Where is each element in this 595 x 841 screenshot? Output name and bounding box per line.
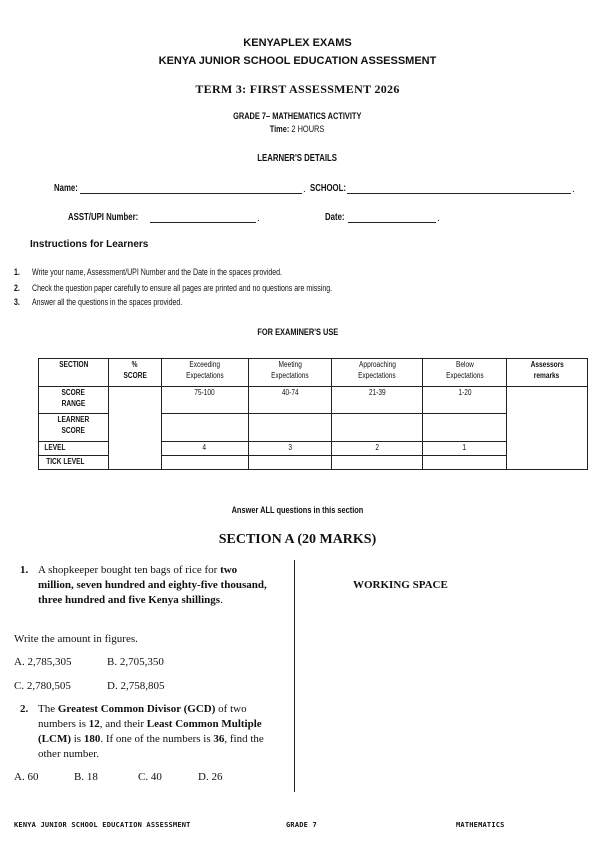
remarks-cell[interactable] (507, 387, 588, 470)
learner-details-text: LEARNER'S DETAILS (257, 153, 338, 164)
q2-option-b[interactable]: B. 18 (74, 771, 98, 783)
q1-option-a[interactable]: A. 2,785,305 (14, 656, 72, 668)
row-level: LEVEL (39, 442, 109, 456)
upi-label (68, 212, 158, 223)
subject-title (0, 111, 595, 122)
instruction-item (14, 283, 333, 293)
range-below: 1-20 (423, 387, 507, 414)
level-meeting: 3 (248, 442, 332, 456)
name-dot: . (303, 184, 306, 195)
header-below: Below Expectations (423, 359, 507, 387)
working-space-label: WORKING SPACE (353, 579, 448, 591)
footer-right: MATHEMATICS (456, 821, 505, 829)
instruction-text: Answer all the questions in the spaces provided. (32, 297, 183, 307)
header-section: SECTION (39, 359, 109, 387)
assessment-title: KENYA JUNIOR SCHOOL EDUCATION ASSESSMENT (158, 55, 437, 67)
upi-label-text: ASST/UPI Number: (68, 212, 139, 223)
name-label-text: Name: (54, 183, 78, 194)
instruction-text: Check the question paper carefully to ensure all pages are printed and no questions are missing. (32, 283, 333, 293)
tick-cell[interactable] (161, 456, 248, 470)
section-instruction-text: Answer ALL questions in this section (231, 505, 364, 516)
section-instruction (0, 505, 595, 516)
header-score: % SCORE (108, 359, 161, 387)
tick-cell[interactable] (423, 456, 507, 470)
q2-option-c[interactable]: C. 40 (138, 771, 162, 783)
term-title: TERM 3: FIRST ASSESSMENT 2026 (195, 82, 400, 96)
footer-left: KENYA JUNIOR SCHOOL EDUCATION ASSESSMENT (14, 821, 191, 829)
header-meeting: Meeting Expectations (248, 359, 332, 387)
row-learner-score: LEARNER SCORE (39, 414, 109, 442)
level-approaching: 2 (332, 442, 423, 456)
question-1-prompt: Write the amount in figures. (14, 633, 138, 645)
org-title: KENYAPLEX EXAMS (243, 37, 352, 49)
date-field[interactable] (348, 212, 436, 223)
range-exceeding: 75-100 (161, 387, 248, 414)
row-score-range: SCORE RANGE (39, 387, 109, 414)
question-1-text (38, 563, 273, 608)
q1-text-b: two million, seven hundred and eighty-five thousand, three hundred and five Kenya shillings (38, 564, 267, 606)
tick-cell[interactable] (332, 456, 423, 470)
time-value: 2 HOURS (291, 124, 325, 135)
q1-option-b[interactable]: B. 2,705,350 (107, 656, 164, 668)
date-label-text: Date: (325, 212, 345, 223)
question-number: 2. (20, 703, 29, 715)
learner-score-cell[interactable] (332, 414, 423, 442)
upi-field[interactable] (150, 212, 256, 223)
upi-dot: . (257, 213, 260, 224)
subject-text: GRADE 7– MATHEMATICS ACTIVITY (233, 111, 362, 122)
learner-score-cell[interactable] (423, 414, 507, 442)
instruction-num: 3. (14, 297, 20, 307)
footer-center: GRADE 7 (286, 821, 317, 829)
q1-option-c[interactable]: C. 2,780,505 (14, 680, 71, 692)
name-field[interactable] (80, 183, 302, 194)
percent-score-cell[interactable] (108, 387, 161, 470)
instruction-num: 1. (14, 267, 20, 277)
school-field[interactable] (347, 183, 571, 194)
date-label (325, 212, 350, 223)
question-2-text: The Greatest Common Divisor (GCD) of two numbers is 12, and their Least Common Multiple (LCM) is 180. If one of the numbers is 36, find the other number. (38, 703, 264, 760)
row-tick-level: TICK LEVEL (39, 456, 109, 470)
range-meeting: 40-74 (248, 387, 332, 414)
q2-option-a[interactable]: A. 60 (14, 771, 39, 783)
tick-cell[interactable] (248, 456, 332, 470)
section-title: SECTION A (20 MARKS) (218, 532, 377, 547)
instruction-text: Write your name, Assessment/UPI Number and the Date in the spaces provided. (32, 267, 282, 277)
header-exceeding: Exceeding Expectations (161, 359, 248, 387)
instruction-item (14, 297, 183, 307)
instruction-num: 2. (14, 283, 20, 293)
q1-text-a: A shopkeeper bought ten bags of rice for (38, 564, 221, 576)
learner-score-cell[interactable] (248, 414, 332, 442)
q2-option-d[interactable]: D. 26 (198, 771, 223, 783)
q1-text-c: . (220, 594, 223, 606)
range-approaching: 21-39 (332, 387, 423, 414)
school-label-text: SCHOOL: (310, 183, 346, 194)
school-dot: . (572, 184, 575, 195)
header-approaching: Approaching Expectations (332, 359, 423, 387)
time-line (0, 124, 595, 135)
working-space-divider (294, 560, 295, 792)
date-dot: . (437, 213, 440, 224)
examiner-heading-text: FOR EXAMINER'S USE (257, 327, 338, 338)
learner-score-cell[interactable] (161, 414, 248, 442)
header-remarks: Assessors remarks (507, 359, 588, 387)
examiner-table (38, 358, 588, 470)
level-below: 1 (423, 442, 507, 456)
examiner-heading (0, 327, 595, 338)
learner-details-heading (0, 153, 595, 164)
instructions-title: Instructions for Learners (30, 239, 149, 250)
q1-option-d[interactable]: D. 2,758,805 (107, 680, 165, 692)
time-label: Time: (270, 124, 290, 135)
level-exceeding: 4 (161, 442, 248, 456)
question-number: 1. (20, 564, 29, 576)
instruction-item (14, 267, 282, 277)
